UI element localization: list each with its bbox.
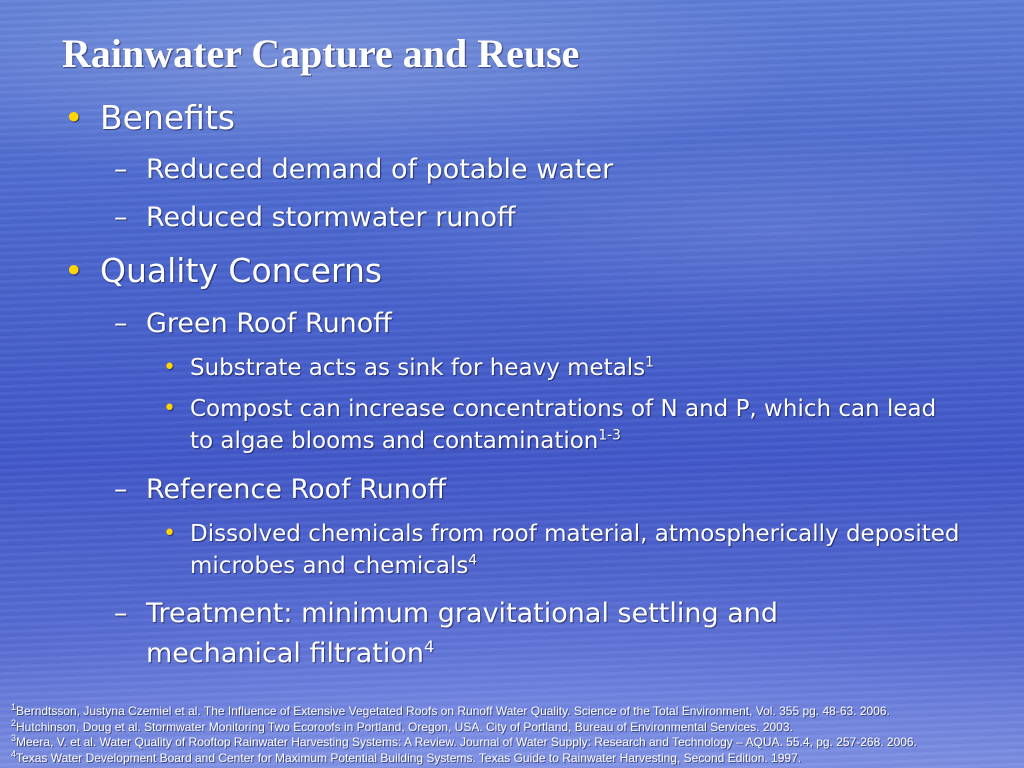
subbullet-text: Green Roof Runoff — [146, 308, 392, 339]
reference-text: Texas Water Development Board and Center for Maximum Potential Building Systems. Texas Guide to Rainwater Harvesting, Second Edition. 1997. — [16, 750, 802, 765]
point-text: Compost can increase concentrations of N and P, which can lead to algae blooms and contamination — [190, 396, 937, 454]
reference-number: 1 — [11, 702, 17, 712]
small-bullet-marker: • — [163, 355, 176, 380]
reference-number: 3 — [11, 733, 17, 743]
subbullet-green-roof-runoff — [114, 304, 914, 344]
point-text: Dissolved chemicals from roof material, atmospherically deposited microbes and chemicals — [190, 521, 960, 579]
dash-marker: – — [114, 202, 128, 233]
dash-marker: – — [114, 154, 128, 185]
point-text-wrap — [190, 352, 963, 384]
reference-2 — [11, 717, 1016, 736]
point-substrate-sink — [163, 352, 963, 384]
slide-title: Rainwater Capture and Reuse — [62, 31, 580, 76]
reference-number: 4 — [11, 748, 17, 759]
dash-marker: – — [114, 308, 128, 339]
reference-text: Hutchinson, Doug et al. Stormwater Monitoring Two Ecoroofs in Portland, Oregon, USA. City of Portland, Bureau of Environmental Services. 2003. — [16, 719, 793, 734]
subbullet-text: Reduced stormwater runoff — [146, 202, 516, 233]
bullet-text: Quality Concerns — [100, 251, 383, 290]
subbullet-treatment — [114, 594, 914, 674]
small-bullet-marker: • — [163, 396, 176, 421]
bullet-marker: • — [64, 251, 84, 290]
bullet-marker: • — [64, 98, 84, 137]
subbullet-text-wrap — [146, 594, 914, 674]
citation-superscript: 1 — [645, 354, 654, 371]
subbullet-text: Reference Roof Runoff — [146, 474, 447, 505]
small-bullet-marker: • — [163, 521, 176, 546]
subbullet-reduced-runoff — [114, 198, 914, 238]
point-dissolved-chemicals — [163, 518, 963, 582]
citation-superscript: 4 — [468, 552, 478, 569]
point-text-wrap — [190, 518, 963, 582]
point-compost — [163, 393, 963, 457]
citation-superscript: 4 — [423, 637, 435, 656]
reference-4 — [11, 748, 1016, 767]
subbullet-reference-roof-runoff — [114, 470, 914, 510]
dash-marker: – — [114, 598, 128, 629]
subbullet-reduced-demand — [114, 150, 914, 190]
subbullet-text: Reduced demand of potable water — [146, 154, 614, 185]
reference-1 — [11, 704, 1016, 720]
citation-superscript: 1-3 — [598, 427, 621, 444]
subbullet-text: Treatment: minimum gravitational settling and mechanical filtration — [146, 598, 779, 669]
bullet-text: Benefits — [100, 98, 236, 137]
reference-3 — [11, 735, 1016, 751]
point-text-wrap — [190, 393, 963, 457]
dash-marker: – — [114, 474, 128, 505]
point-text: Substrate acts as sink for heavy metals — [190, 355, 646, 381]
references — [11, 704, 1016, 766]
reference-text: Meera, V. et al. Water Quality of Rooftop Rainwater Harvesting Systems: A Review. Journal of Water Supply: Research and Technology – AQUA. 55.4, pg. 257-268. 2006. — [16, 735, 917, 749]
reference-number: 2 — [11, 717, 17, 728]
reference-text: Berndtsson, Justyna Czemiel et al. The Influence of Extensive Vegetated Roofs on Runoff Water Quality. Science of the Total Environment, Vol. 355 pg. 48-63. 2006. — [16, 704, 890, 718]
